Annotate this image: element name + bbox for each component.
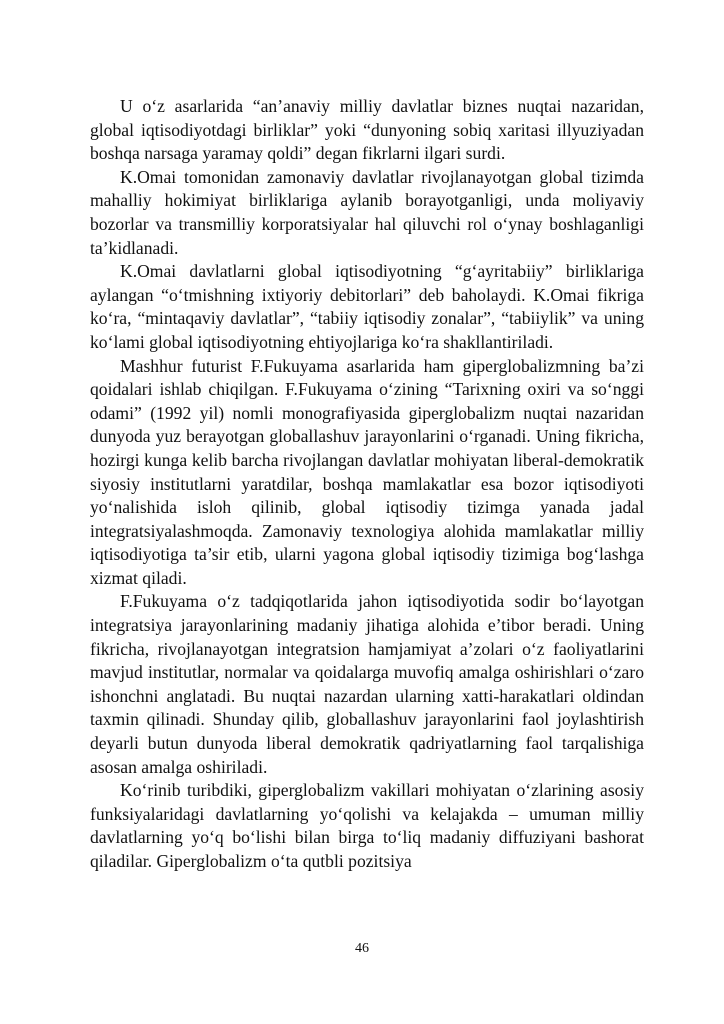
paragraph-4: Mashhur futurist F.Fukuyama asarlarida ham giperglobalizmning ba’zi qoidalari ishlab chiqilgan. F.Fukuyama o‘zining “Tarixning oxiri va so‘nggi odami” (1992 yil) nomli monografiyasida giperglobalizm nuqtai nazaridan dunyoda yuz berayotgan globallashuv jarayonlarini o‘rganadi. Uning fikricha, hozirgi kunga kelib barcha rivojlangan davlatlar mohiyatan liberal-demokratik siyosiy institutlarni yaratdilar, boshqa mamlakatlar esa bozor iqtisodiyoti yo‘nalishida isloh qilinib, global iqtisodiy tizimga yanada jadal integratsiyalashmoqda. Zamonaviy texnologiya alohida mamlakatlar milliy iqtisodiyotiga ta’sir etib, ularni yagona global iqtisodiy tizimiga bog‘lashga xizmat qiladi. bbox=[90, 355, 644, 588]
paragraph-6: Ko‘rinib turibdiki, giperglobalizm vakillari mohiyatan o‘zlarining asosiy funksiyalaridagi davlatlarning yo‘qolishi va kelajakda – umuman milliy davlatlarning yo‘q bo‘lishi bilan birga to‘liq madaniy diffuziyani bashorat qiladilar. Giperglobalizm o‘ta qutbli pozitsiya bbox=[90, 780, 644, 871]
page-number: 46 bbox=[355, 941, 369, 956]
paragraph-2: K.Omai tomonidan zamonaviy davlatlar rivojlanayotgan global tizimda mahalliy hokimiyat birliklariga aylanib borayotganligi, unda moliyaviy bozorlar va transmilliy korporatsiyalar hal qiluvchi rol o‘ynay boshlaganligi ta’kidlanadi. bbox=[90, 166, 644, 258]
paragraph-5: F.Fukuyama o‘z tadqiqotlarida jahon iqtisodiyotida sodir bo‘layotgan integratsiya jarayonlarining madaniy jihatiga alohida e’tibor beradi. Uning fikricha, rivojlanayotgan integratsion hamjamiyat a’zolari o‘z faoliyatlarini mavjud institutlar, normalar va qoidalarga muvofiq amalga oshirishlari o‘zaro ishonchni anglatadi. Bu nuqtai nazardan ularning xatti-harakatlari oldindan taxmin qilinadi. Shunday qilib, globallashuv jarayonlarini faol joylashtirish deyarli butun dunyoda liberal demokratik qadriyatlarning faol tarqalishiga asosan amalga oshiriladi. bbox=[90, 591, 644, 777]
paragraph-1: U o‘z asarlarida “an’anaviy milliy davlatlar biznes nuqtai nazaridan, global iqtisodiyotdagi birliklar” yoki “dunyoning sobiq xaritasi illyuziyadan boshqa narsaga yaramay qoldi” degan fikrlarni ilgari surdi. bbox=[90, 96, 644, 164]
body-text bbox=[90, 95, 644, 874]
paragraph-3: K.Omai davlatlarni global iqtisodiyotning “g‘ayritabiiy” birliklariga aylangan “o‘tmishning ixtiyoriy debitorlari” deb baholaydi. K.Omai fikriga ko‘ra, “mintaqaviy davlatlar”, “tabiiy iqtisodiy zonalar”, “tabiiylik” va uning ko‘lami global iqtisodiyotning ehtiyojlariga ko‘ra shakllantiriladi. bbox=[90, 261, 644, 352]
